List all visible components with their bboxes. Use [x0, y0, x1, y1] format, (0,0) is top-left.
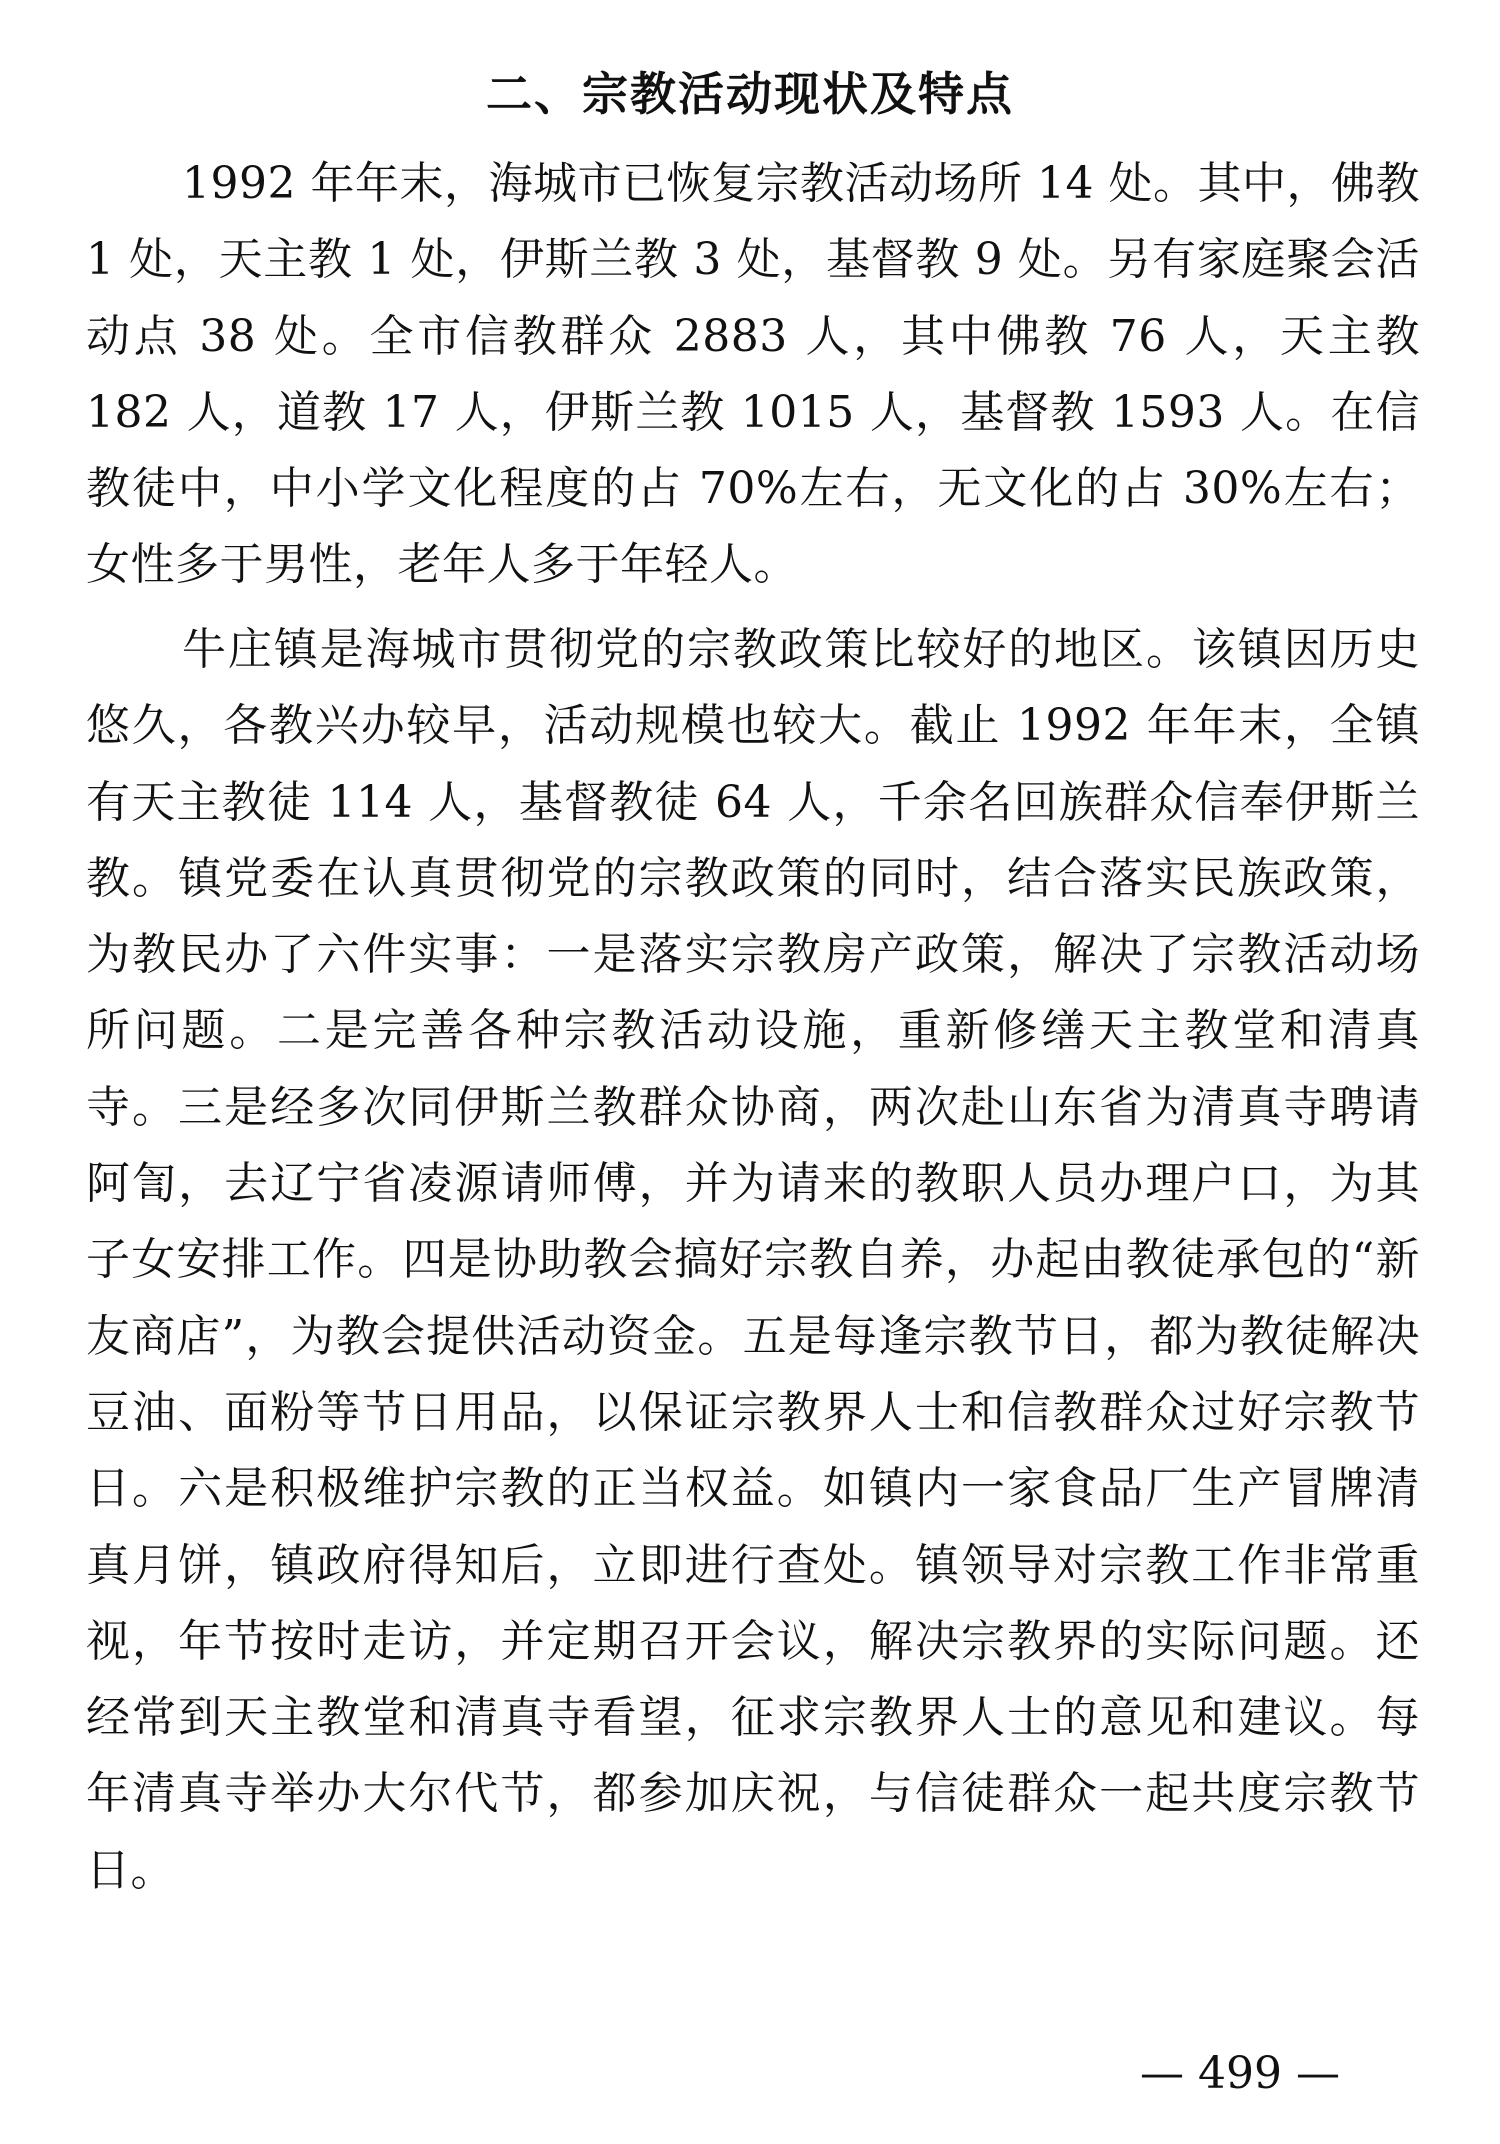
page-number: — 499 —: [1140, 2048, 1340, 2099]
section-title: 二、宗教活动现状及特点: [486, 66, 1014, 121]
paragraph-2: 牛庄镇是海城市贯彻党的宗教政策比较好的地区。该镇因历史悠久，各教兴办较早，活动规模也较大。截止 1992 年年末，全镇有天主教徒 114 人，基督教徒 64 人，千余名回族群众信奉伊斯兰教。镇党委在认真贯彻党的宗教政策的同时，结合落实民族政策，为教民办了六件实事：一是落实宗教房产政策，解决了宗教活动场所问题。二是完善各种宗教活动设施，重新修缮天主教堂和清真寺。三是经多次同伊斯兰教群众协商，两次赴山东省为清真寺聘请阿訇，去辽宁省凌源请师傅，并为请来的教职人员办理户口，为其子女安排工作。四是协助教会搞好宗教自养，办起由教徒承包的“新友商店”，为教会提供活动资金。五是每逢宗教节日，都为教徒解决豆油、面粉等节日用品，以保证宗教界人士和信教群众过好宗教节日。六是积极维护宗教的正当权益。如镇内一家食品厂生产冒牌清真月饼，镇政府得知后，立即进行查处。镇领导对宗教工作非常重视，年节按时走访，并定期召开会议，解决宗教界的实际问题。还经常到天主教堂和清真寺看望，征求宗教界人士的意见和建议。每年清真寺举办大尔代节，都参加庆祝，与信徒群众一起共度宗教节日。: [86, 624, 1420, 1896]
paragraph-1: 1992 年年末，海城市已恢复宗教活动场所 14 处。其中，佛教 1 处，天主教 1 处，伊斯兰教 3 处，基督教 9 处。另有家庭聚会活动点 38 处。全市信教群众 2883 人，其中佛教 76 人，天主教 182 人，道教 17 人，伊斯兰教 1015 人，基督教 1593 人。在信教徒中，中小学文化程度的占 70%左右，无文化的占 30%左右；女性多于男性，老年人多于年轻人。: [86, 158, 1420, 591]
